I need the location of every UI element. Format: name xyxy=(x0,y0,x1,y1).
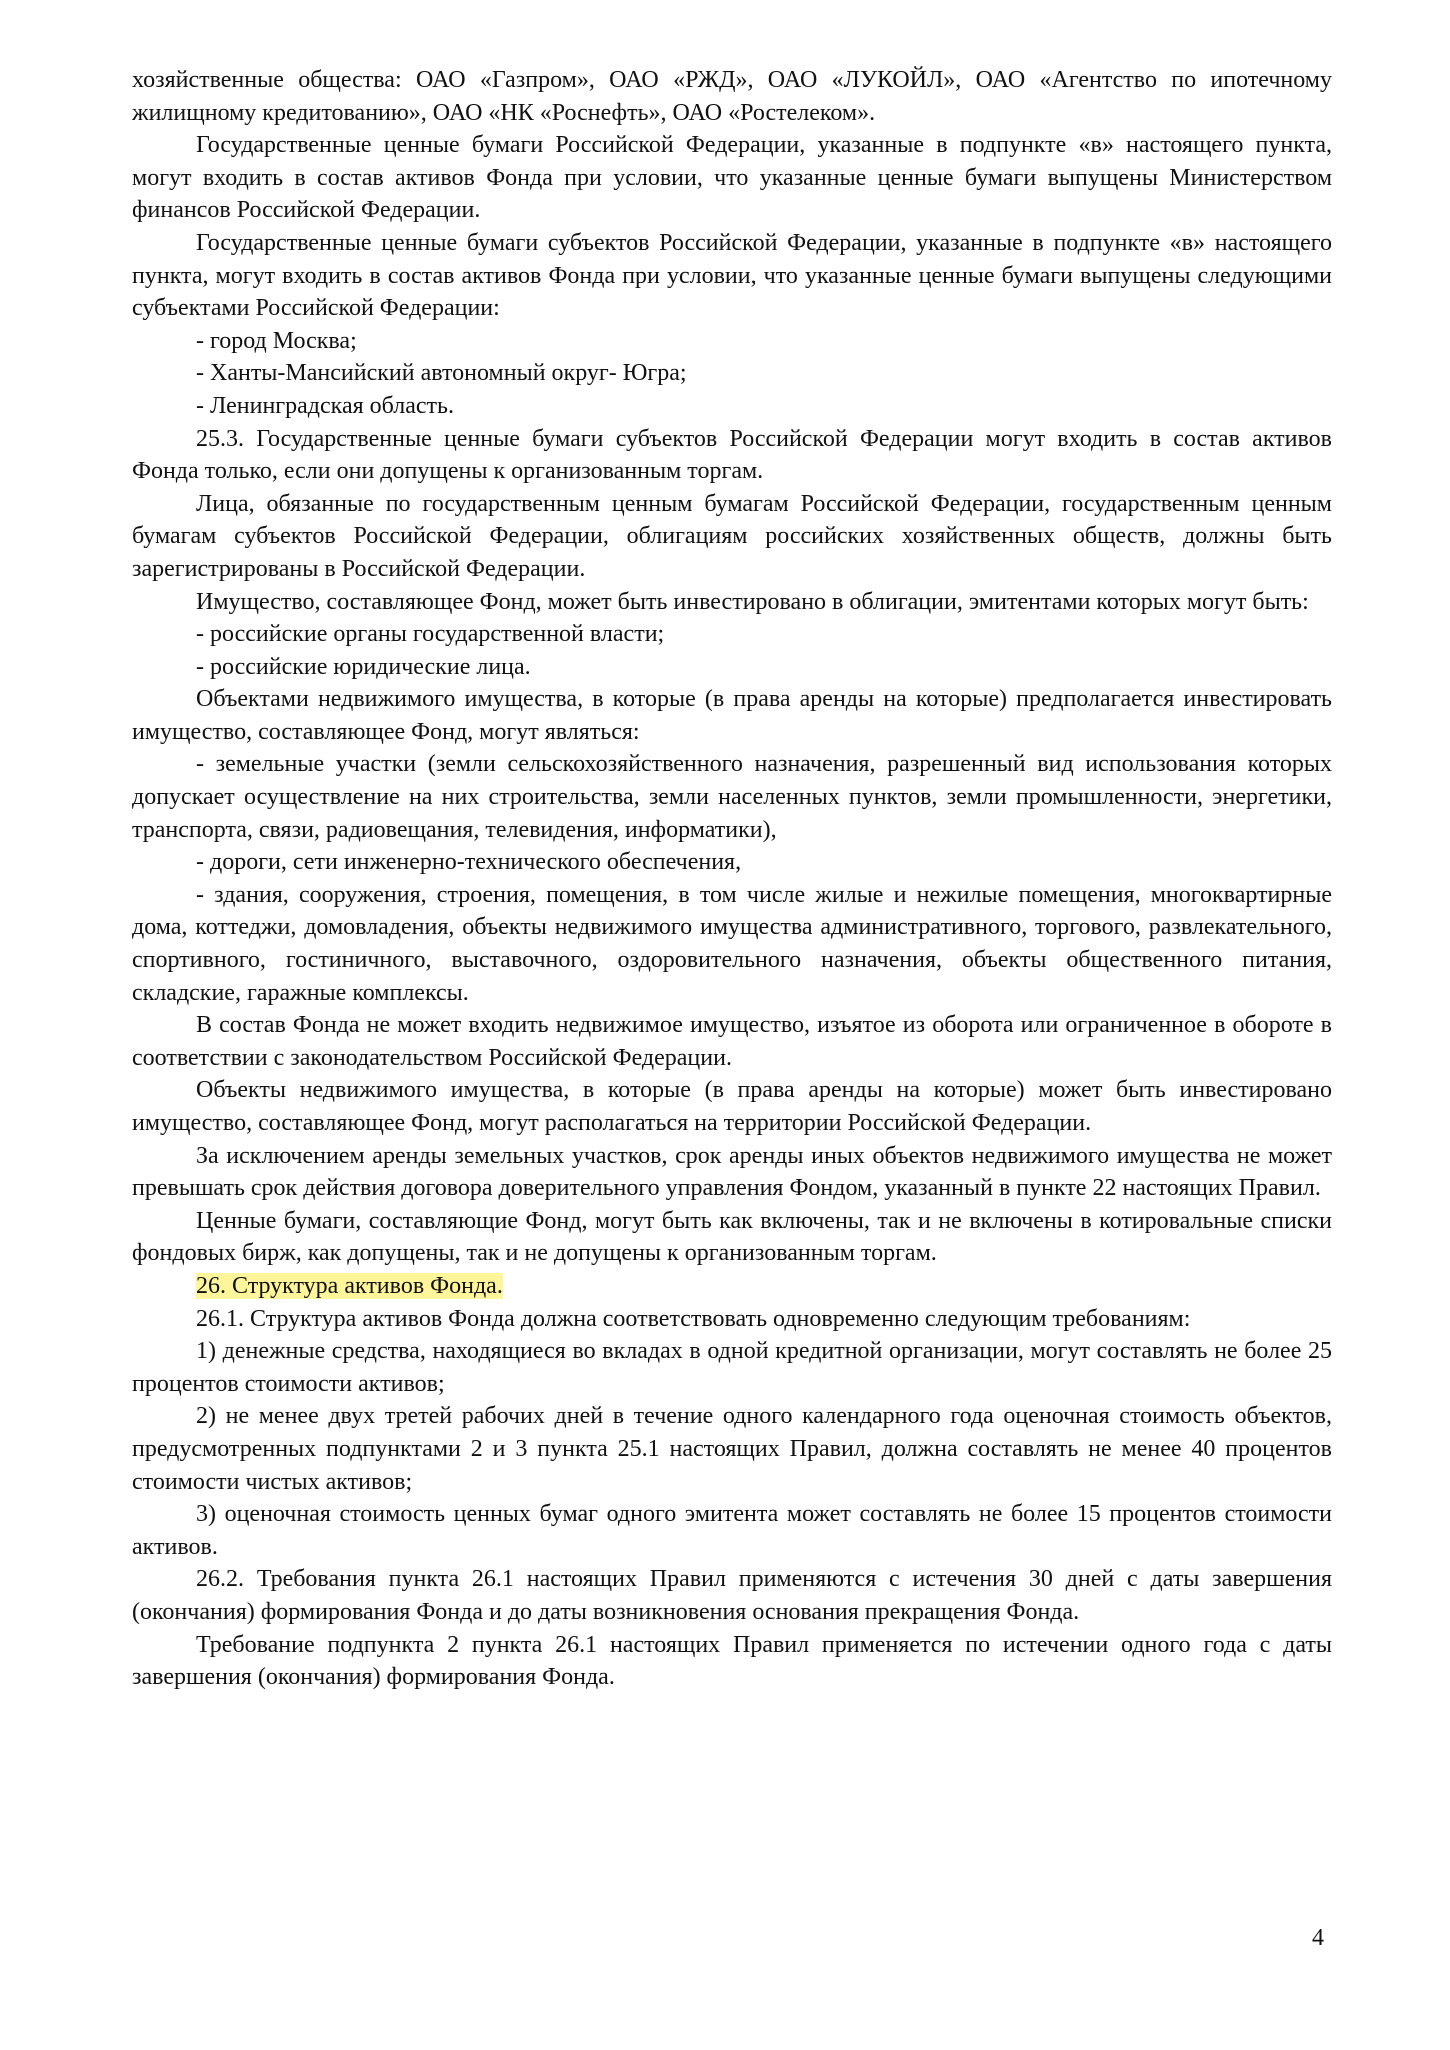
para-26-1: 26.1. Структура активов Фонда должна соответствовать одновременно следующим требованиям: xyxy=(196,1305,1191,1332)
para-real-estate-objects: Объектами недвижимого имущества, в которые (в права аренды на которые) предполагается инвестировать имущество, составляющее Фонд, могут являться: xyxy=(132,686,1332,745)
para-26-2: 26.2. Требования пункта 26.1 настоящих Правил применяются с истечения 30 дней с даты завершения (окончания) формирования Фонда и до даты возникновения основания прекращения Фонда. xyxy=(132,1566,1332,1625)
list-item-moscow: - город Москва; xyxy=(196,327,357,354)
list-item-khanty-mansi: - Ханты-Мансийский автономный округ- Югра; xyxy=(196,360,687,387)
list-item-land: - земельные участки (земли сельскохозяйственного назначения, разрешенный вид использования которых допускает осуществление на них строительства, земли населенных пунктов, земли промышленности, энергетики, транспорта, связи, радиовещания, телевидения, информатики), xyxy=(132,751,1332,843)
document-page xyxy=(132,64,1332,1694)
list-item-req-2: 2) не менее двух третей рабочих дней в течение одного календарного года оценочная стоимость объектов, предусмотренных подпунктами 2 и 3 пункта 25.1 настоящих Правил, должна составлять не менее 40 процентов стоимости чистых активов; xyxy=(132,1403,1332,1495)
para-regional-securities: Государственные ценные бумаги субъектов Российской Федерации, указанные в подпункте «в» настоящего пункта, могут входить в состав активов Фонда при условии, что указанные ценные бумаги выпущены следующими субъектами Российской Федерации: xyxy=(132,229,1332,322)
para-obligated-persons: Лица, обязанные по государственным ценным бумагам Российской Федерации, государственным ценным бумагам субъектов Российской Федерации, облигациям российских хозяйственных обществ, должны быть зарегистрированы в Российской Федерации. xyxy=(132,490,1332,582)
list-item-req-3: 3) оценочная стоимость ценных бумаг одного эмитента может составлять не более 15 процентов стоимости активов. xyxy=(132,1501,1332,1560)
list-item-legal-entities: - российские юридические лица. xyxy=(196,653,531,680)
section-heading-26 xyxy=(132,1270,1332,1303)
list-item-roads: - дороги, сети инженерно-технического обеспечения, xyxy=(196,849,742,876)
para-bond-issuers: Имущество, составляющее Фонд, может быть инвестировано в облигации, эмитентами которых могут быть: xyxy=(196,588,1309,615)
para-listing: Ценные бумаги, составляющие Фонд, могут быть как включены, так и не включены в котировальные списки фондовых бирж, как допущены, так и не допущены к организованным торгам. xyxy=(132,1207,1332,1267)
list-item-authorities: - российские органы государственной власти; xyxy=(196,621,665,648)
para-excluded-property: В состав Фонда не может входить недвижимое имущество, изъятое из оборота или ограниченное в обороте в соответствии с законодательством Российской Федерации. xyxy=(132,1012,1332,1071)
para-lease-term: За исключением аренды земельных участков, срок аренды иных объектов недвижимого имущества не может превышать срок действия договора доверительного управления Фондом, указанный в пункте 22 настоящих Правил. xyxy=(132,1142,1332,1202)
para-continued-intro: хозяйственные общества: ОАО «Газпром», ОАО «РЖД», ОАО «ЛУКОЙЛ», ОАО «Агентство по ипотечному жилищному кредитованию», ОАО «НК «Роснефть», ОАО «Ростелеком». xyxy=(132,67,1332,126)
para-location: Объекты недвижимого имущества, в которые (в права аренды на которые) может быть инвестировано имущество, составляющее Фонд, могут располагаться на территории Российской Федерации. xyxy=(132,1077,1332,1136)
list-item-leningrad: - Ленинградская область. xyxy=(196,392,454,419)
list-item-buildings: - здания, сооружения, строения, помещения, в том числе жилые и нежилые помещения, многоквартирные дома, коттеджи, домовладения, объекты недвижимого имущества административного, торгового, развлекательного, спортивного, гостиничного, выставочного, оздоровительного назначения, объекты общественного питания, складские, гаражные комплексы. xyxy=(132,881,1332,1006)
para-25-3: 25.3. Государственные ценные бумаги субъектов Российской Федерации могут входить в состав активов Фонда только, если они допущены к организованным торгам. xyxy=(132,425,1332,485)
section-heading-highlight: 26. Структура активов Фонда. xyxy=(196,1272,503,1299)
page-number: 4 xyxy=(1312,1925,1324,1951)
para-federal-securities: Государственные ценные бумаги Российской Федерации, указанные в подпункте «в» настоящего пункта, могут входить в состав активов Фонда при условии, что указанные ценные бумаги выпущены Министерством финансов Российской Федерации. xyxy=(132,132,1332,224)
list-item-req-1: 1) денежные средства, находящиеся во вкладах в одной кредитной организации, могут составлять не более 25 процентов стоимости активов; xyxy=(132,1338,1332,1397)
para-26-1-sub2-timing: Требование подпункта 2 пункта 26.1 настоящих Правил применяется по истечении одного года с даты завершения (окончания) формирования Фонда. xyxy=(132,1631,1332,1691)
